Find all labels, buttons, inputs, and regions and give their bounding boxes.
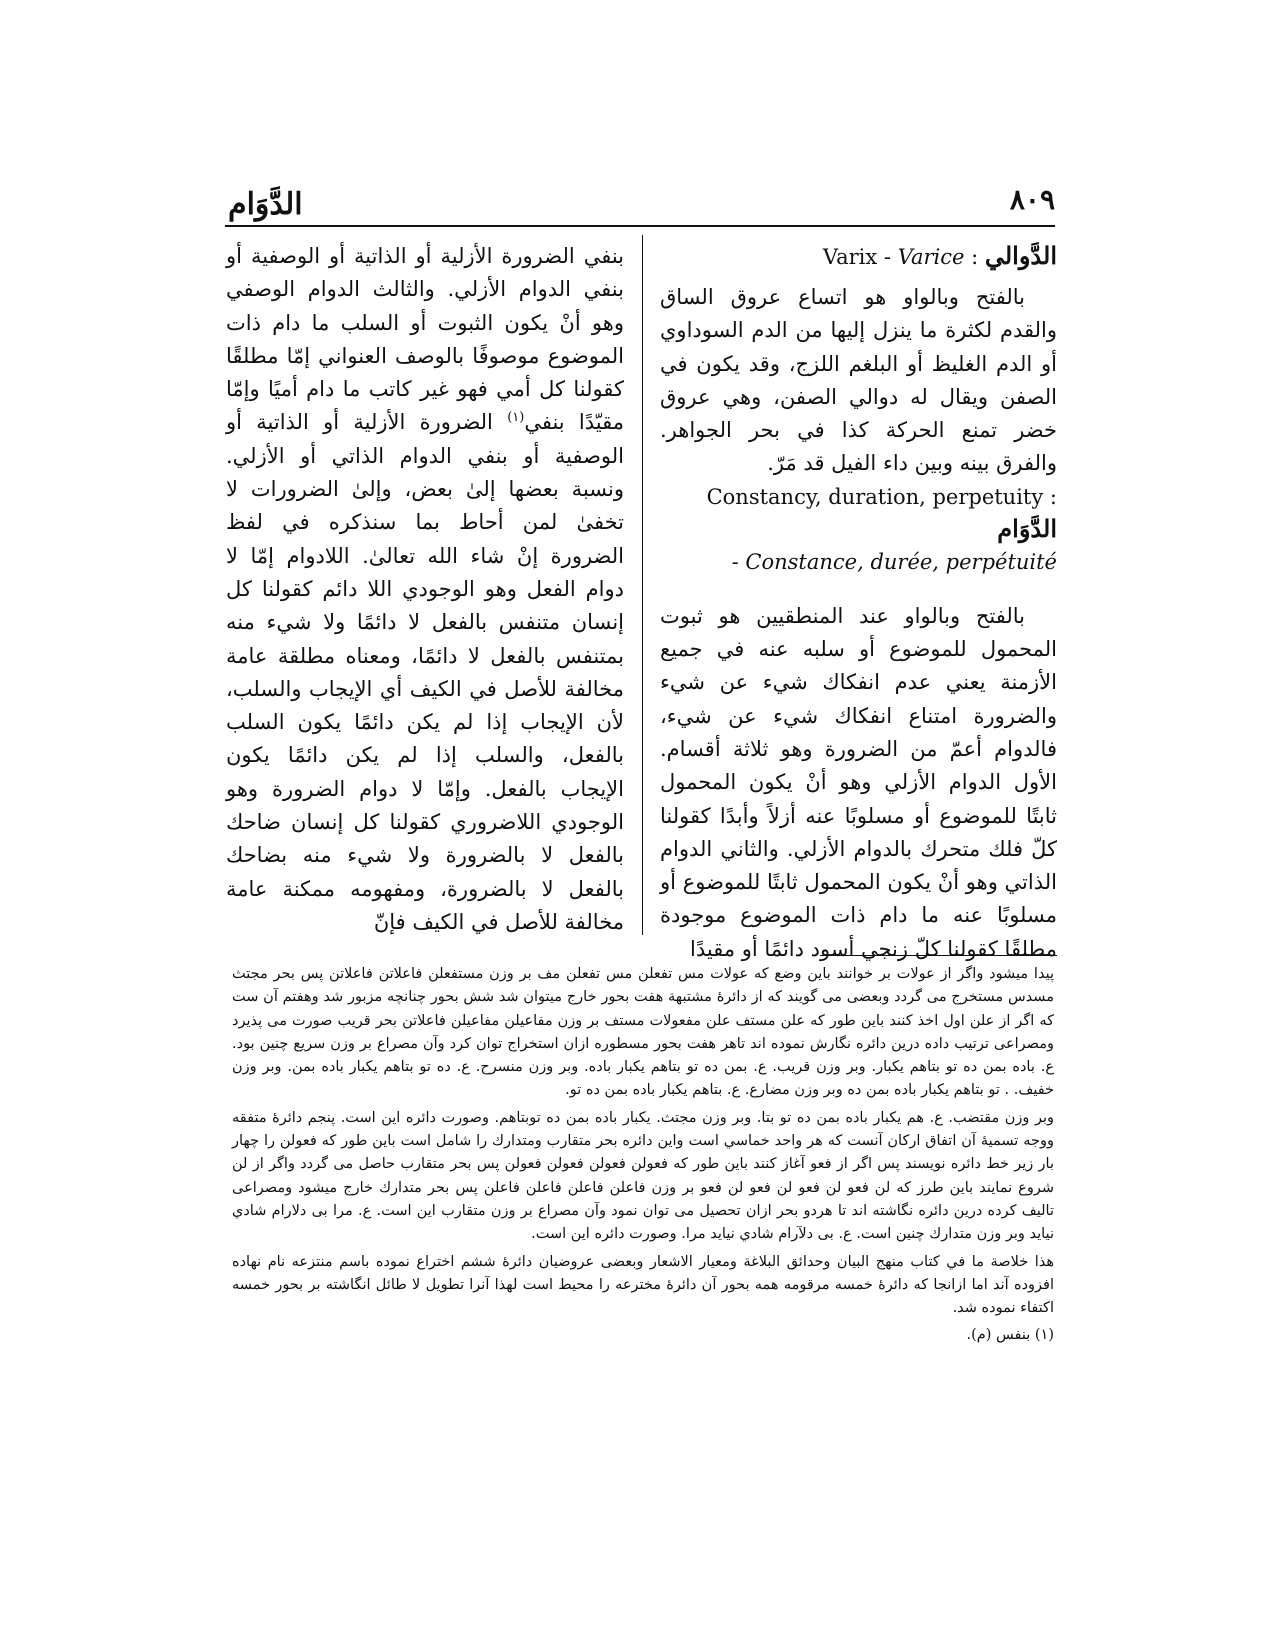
footnote-block: هذا خلاصة ما في كتاب منهج البيان وحدائق البلاغة ومعيار الاشعار وبعضى عروضيان دائرهٔ ششم اختراع نموده باسم منتزعه نام نهاده افزوده آند اما ازانجا كه دائرهٔ خمسه مرقومه همه بحور آن دائرهٔ مخترعه را محيط است لهذا آنرا تطويل لا طائل انگاشته بر بحور خمسه اكتفاء نموده شد. (232, 1253, 1054, 1317)
footnotes (232, 963, 1054, 1348)
entry-french-term: - Constance, durée, perpétuité (731, 549, 1057, 574)
entry-foreign-term: Constancy, duration, perpetuity (706, 484, 1044, 509)
entry-heading-varix: Varix - Varice : الدَّوالي (822, 241, 1057, 270)
entry-heading-constancy: Constancy, duration, perpetuity : الدَّوَام - Constance, durée, perpétuité (706, 484, 1057, 574)
entry-foreign-term: Varix - (822, 245, 898, 269)
right-column (660, 240, 1057, 966)
footnote-block: وبر وزن مقتضب. ع. هم يكبار باده بمن ده تو بتا. وبر وزن مجتث. يكبار باده بمن ده توبتاهم. وصورت دائره اين است. پنجم دائرهٔ متفقه ووجه تسميهٔ آن اتفاق اركان آنست كه هر واحد خماسي است واين دائره بحر متقارب ومتدارك را شامل است باين طور كه فعولن را چهار بار زير خط دائره نويسند پس اگر از فعو آغاز كنند باين طور كه فعولن فعولن فعولن فعولن پس بحر متقارب حاصل مى گردد واگر از لن شروع نمايند باين طرز كه لن فعو لن فعو لن فعو لن فعو بر وزن فاعلن فاعلن فاعلن فاعلن پس بحر متدارك خارج ميشود ومصراعى تاليف كرده درين دائره نگاشته اند تا هردو بحر ازان تحصيل مى توان نمود وآن مصراع بر وزن متقارب اين است. ع. مرا بى دلارام شادي نيايد وبر وزن متدارك چنين است. ع. بى دلآرام شادي نيايد مرا. وصورت دائره اين است. (232, 1109, 1054, 1243)
entry-term: الدَّوالي (984, 241, 1057, 270)
footnote-block: پيدا ميشود واگر از عولات بر خوانند باين وضع كه عولات مس تفعلن مس تفعلن مف بر وزن مستفعلن فاعلاتن فاعلاتن پس بحر مجتث مسدس مستخرج مى گردد وبعضى مى گويند كه از دائرهٔ مشتبهة هفت بحور خارج ميتوان شد شش بحور چنانچه مزبور شد وهفتم آن ست كه اگر از علن اول اخذ كنند باين طور كه علن مستف علن مفعولات مستف بر وزن مفاعيلن مفاعيلن فاعلاتن بحر قريب صورت مى پذيرد ومصراعى ترتيب داده درين دائره نگارش نموده اند تاهر هفت بحور مسطوره ازان استخراج توان كرد وآن مصراع بر وزن سريع چنين بود. ع. باده بمن ده تو بتاهم يكبار. وبر وزن قريب. ع. بمن ده تو بتاهم يكبار باده. وبر وزن منسرح. ع. ده تو بتاهم يكبار باده بمن. وبر وزن خفيف. . تو بتاهم يكبار باده بمن ده وبر وزن مضارع. ع. بتاهم يكبار باده بمن ده تو. (232, 966, 1054, 1099)
column-divider (642, 235, 643, 935)
entry-definition: بالفتح وبالواو عند المنطقيين هو ثبوت المحمول للموضوع أو سلبه عنه في جميع الأزمنة يعني عدم انفكاك شيء عن شيء والضرورة امتناع انفكاك شيء عن شيء، فالدوام أعمّ من الضرورة وهو ثلاثة أقسام. الأول الدوام الأزلي وهو أنْ يكون المحمول ثابتًا للموضوع أو مسلوبًا عنه أزلاً وأبدًا كقولنا كلّ فلك متحرك بالدوام الأزلي. والثاني الدوام الذاتي وهو أنْ يكون المحمول ثابتًا للموضوع أو مسلوبًا عنه ما دام ذات الموضوع موجودة مطلقًا كقولنا كلّ زنجي أسود دائمًا أو مقيدًا (660, 603, 1057, 961)
left-column (226, 240, 624, 939)
entry-french-term: Varice (897, 245, 965, 269)
page-number: ٨٠٩ (1009, 183, 1055, 216)
text-part: بنفي الضرورة الأزلية أو الذاتية أو الوصفية أو بنفي الدوام الأزلي. والثالث الدوام الوصفي وهو أنْ يكون الثبوت أو السلب ما دام ذات الموضوع موصوفًا بالوصف العنواني إمّا مطلقًا كقولنا كل أمي فهو غير كاتب ما دام أميًا وإمّا مقيّدًا بنفي (226, 244, 624, 435)
footnote-note: (١) بنفس (م). (966, 1327, 1054, 1344)
entry-term: الدَّوَام (997, 513, 1057, 543)
header-rule (225, 225, 1055, 227)
header-entry-title: الدَّوَام (228, 187, 303, 222)
footnote-rule (820, 955, 1057, 956)
continued-text (226, 240, 624, 939)
footnote-reference: (١) (507, 410, 525, 426)
text-part: الضرورة الأزلية أو الذاتية أو الوصفية أو بنفي الدوام الذاتي أو الأزلي. ونسبة بعضها إلىٰ بعض، وإلىٰ الضرورات لا تخفىٰ لمن أحاط بما سنذكره في لفظ الضرورة إنْ شاء الله تعالىٰ. اللادوام إمّا لا دوام الفعل وهو الوجودي اللا دائم كقولنا كل إنسان متنفس بالفعل لا دائمًا ولا شيء منه بمتنفس بالفعل لا دائمًا، ومعناه مطلقة عامة مخالفة للأصل في الكيف أي الإيجاب والسلب، لأن الإيجاب إذا لم يكن دائمًا يكون السلب بالفعل، والسلب إذا لم يكن دائمًا يكون الإيجاب بالفعل. وإمّا لا دوام الضرورة وهو الوجودي اللاضروري كقولنا كل إنسان ضاحك بالفعل لا بالضرورة ولا شيء منه بضاحك بالفعل لا بالضرورة، ومفهومه ممكنة عامة مخالفة للأصل في الكيف فإنّ (226, 410, 624, 934)
entry-definition: بالفتح وبالواو هو اتساع عروق الساق والقدم لكثرة ما ينزل إليها من الدم السوداوي أو الدم الغليظ أو البلغم اللزج، وقد يكون في الصفن ويقال له دوالي الصفن، وهي عروق خضر تمنع الحركة كذا في بحر الجواهر. والفرق بينه وبين داء الفيل قد مَرّ. (660, 285, 1057, 476)
